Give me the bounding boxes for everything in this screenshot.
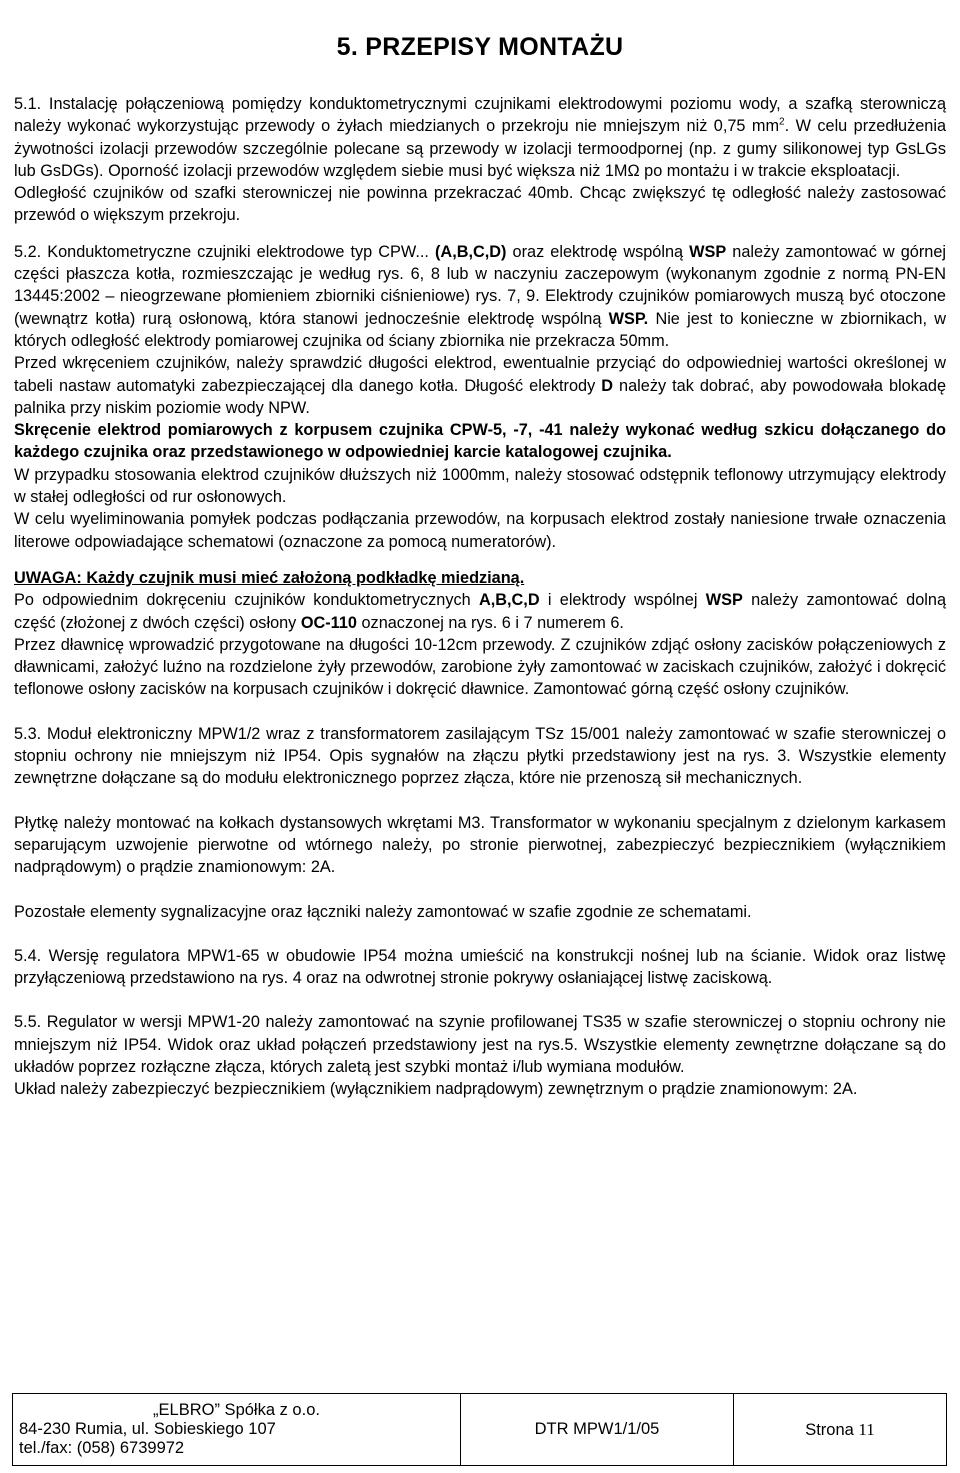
section-5-2-paragraph-2 [14,352,946,419]
s2-p1d: WSP [689,242,727,261]
section-5-5-paragraph-1: 5.5. Regulator w wersji MPW1-20 należy zamontować na szynie profilowanej TS35 w szafie sterowniczej o stopniu ochrony nie mniejszym niż IP54. Widok oraz układ połączeń przedstawiony jest na rys.5. Wszystkie elementy zewnętrzne dołączane są do układów poprzez rozłączne złącza, których zaletą jest szybki montaż i/lub wymiana modułów. [14,1013,946,1076]
section-5-1-number: 5.1. [14,95,42,113]
section-5-1-paragraph [14,93,946,182]
s2-p1f: WSP. [608,309,649,328]
s2-p6c: i elektrody wspólnej [539,591,706,610]
section-5-2-paragraph-1 [14,241,946,352]
page-title: 5. PRZEPISY MONTAŻU [336,33,624,61]
s2-p1c: oraz elektrodę wspólną [506,242,690,261]
section-5-2-paragraph-4: W przypadku stosowania elektrod czujników dłuższych niż 1000mm, należy stosować odstępnik teflonowy utrzymujący elektrody w stałej odległości od rur osłonowych. [14,465,946,507]
section-5-2-paragraph-5: W celu wyeliminowania pomyłek podczas podłączania przewodów, na korpusach elektrod zostały naniesione trwałe oznaczenia literowe odpowiadające schematowi (oznaczone za pomocą numeratorów). [14,510,946,551]
section-5-1-text-a: Instalację połączeniową pomiędzy konduktometrycznymi czujnikami elektrodowymi poziomu wody, a szafką sterowniczą należy wykonać wykorzystując przewody o żyłach miedzianych o przekroju nie mniejszym niż 0,75 mm [14,95,946,136]
superscript-2: 2 [779,116,785,128]
s2-p6b: A,B,C,D [478,591,540,610]
s2-p6e: należy zamontować dolną część (złożonej z dwóch części) osłony [14,591,946,632]
section-5-3-paragraph-1: 5.3. Moduł elektroniczny MPW1/2 wraz z transformatorem zasilającym TSz 15/001 należy zamontować w szafie sterowniczej o stopniu ochrony nie mniejszym niż IP54. Opis sygnałów na złączu płytki przedstawiony jest na rys. 3. Wszystkie elementy zewnętrzne dołączane są do modułu elektronicznego poprzez złącza, które nie przenoszą sił mechanicznych. [14,724,946,788]
s2-p6d: WSP [705,591,743,610]
section-5-3-paragraph-3: Pozostałe elementy sygnalizacyjne oraz łączniki należy zamontować w szafie zgodnie ze schematami. [14,902,752,921]
warning-text: UWAGA: Każdy czujnik musi mieć założoną podkładkę miedzianą. [14,568,525,587]
footer-doc-cell [461,1394,734,1466]
s2-p3: Skręcenie elektrod pomiarowych z korpusem czujnika CPW-5, -7, -41 należy wykonać według szkicu dołączanego do każdego czujnika oraz przedstawionego w odpowiedniej karcie katalogowej czujnika. [14,421,946,462]
document-body [14,93,946,1101]
s2-p6f: OC-110 [300,613,357,632]
section-5-1-distance-paragraph: Odległość czujników od szafki sterowniczej nie powinna przekraczać 40mb. Chcąc zwiększyć tę odległość należy zastosować przewód o większym przekroju. [14,184,946,225]
footer-page-label: Strona [805,1420,854,1439]
footer-company: „ELBRO” Spółka z o.o. [153,1401,320,1419]
section-5-1-text-b: . W celu przedłużenia żywotności izolacji przewodów szczególnie polecane są przewody w izolacji termoodpornej (np. z gumy silikonowej typ GsLGs lub GsDGs). Oporność izolacji przewodów względem siebie musi być większa niż 1MΩ po montażu i w trakcie eksploatacji. [14,117,946,180]
s2-p1b: (A,B,C,D) [435,242,507,261]
section-5-4-paragraph: 5.4. Wersję regulatora MPW1-65 w obudowie IP54 można umieścić na konstrukcji nośnej lub na ścianie. Widok oraz listwę przyłączeniową przedstawiono na rys. 4 oraz na odwrotnej stronie pokrywy osłaniającej listwę zaciskową. [14,946,946,988]
s2-p2a: Przed wkręceniem czujników, należy sprawdzić długości elektrod, ewentualnie przyciąć do odpowiedniej wartości określonej w tabeli nastaw automatyki zabezpieczającej dla danego kotła. Długość elektrody [14,354,946,395]
s2-p6a: Po odpowiednim dokręceniu czujników konduktometrycznych [14,591,479,610]
s2-p2b: D [601,376,614,395]
s2-p2c: należy tak dobrać, aby powodowała blokadę palnika przy niskim poziomie wody NPW. [14,376,947,417]
footer-company-cell [13,1394,461,1466]
footer-phone: tel./fax: (058) 6739972 [19,1439,185,1457]
section-5-3-paragraph-2: Płytkę należy montować na kołkach dystansowych wkrętami M3. Transformator w wykonaniu specjalnym z dzielonym karkasem separującym uzwojenie pierwotne od wtórnego należy, po stronie pierwotnej, zabezpieczyć bezpiecznikiem (wyłącznikiem nadprądowym) o prądzie znamionowym: 2A. [14,813,946,877]
s2-p1e: należy zamontować w górnej części płaszcza kotła, rozmieszczając je według rys. 6, 8 lub w naczyniu zaczepowym (wykonanym zgodnie z normą PN-EN 13445:2002 – nieogrzewane płomieniem zbiorniki ciśnieniowe) rys. 7, 9. Elektrody czujników pomiarowych muszą być otoczone (wewnątrz kotła) rurą osłonową, która stanowi jednocześnie elektrodę wspólną [14,242,946,328]
section-5-2-paragraph-7: Przez dławnicę wprowadzić przygotowane na długości 10-12cm przewody. Z czujników zdjąć osłony zacisków połączeniowych z dławnicami, założyć luźno na rozdzielone żyły przewodów, zarobione żyły zamontować w zaciskach czujników, założyć i dokręcić teflonowe osłony zacisków na korpusach czujników i dokręcić dławnice. Zamontować górną część osłony czujników. [14,635,946,699]
footer-page-cell [734,1394,947,1466]
page-footer [12,1393,947,1466]
footer-address: 84-230 Rumia, ul. Sobieskiego 107 [19,1420,276,1438]
section-5-2-bold-paragraph [14,419,946,464]
footer-doc-id: DTR MPW1/1/05 [534,1420,660,1438]
footer-page-number: 11 [858,1419,875,1439]
s2-p1a: 5.2. Konduktometryczne czujniki elektrodowe typ CPW... [14,242,436,261]
s2-p6g: oznaczonej na rys. 6 i 7 numerem 6. [356,613,624,632]
section-5-5-paragraph-2: Układ należy zabezpieczyć bezpiecznikiem (wyłącznikiem nadprądowym) zewnętrznym o prądzie znamionowym: 2A. [14,1080,858,1099]
warning-note [14,567,946,589]
s2-p1g: Nie jest to konieczne w zbiornikach, w których odległość elektrody pomiarowej czujnika od ściany zbiornika nie przekracza 50mm. [14,309,946,350]
section-5-2-paragraph-6 [14,589,946,634]
